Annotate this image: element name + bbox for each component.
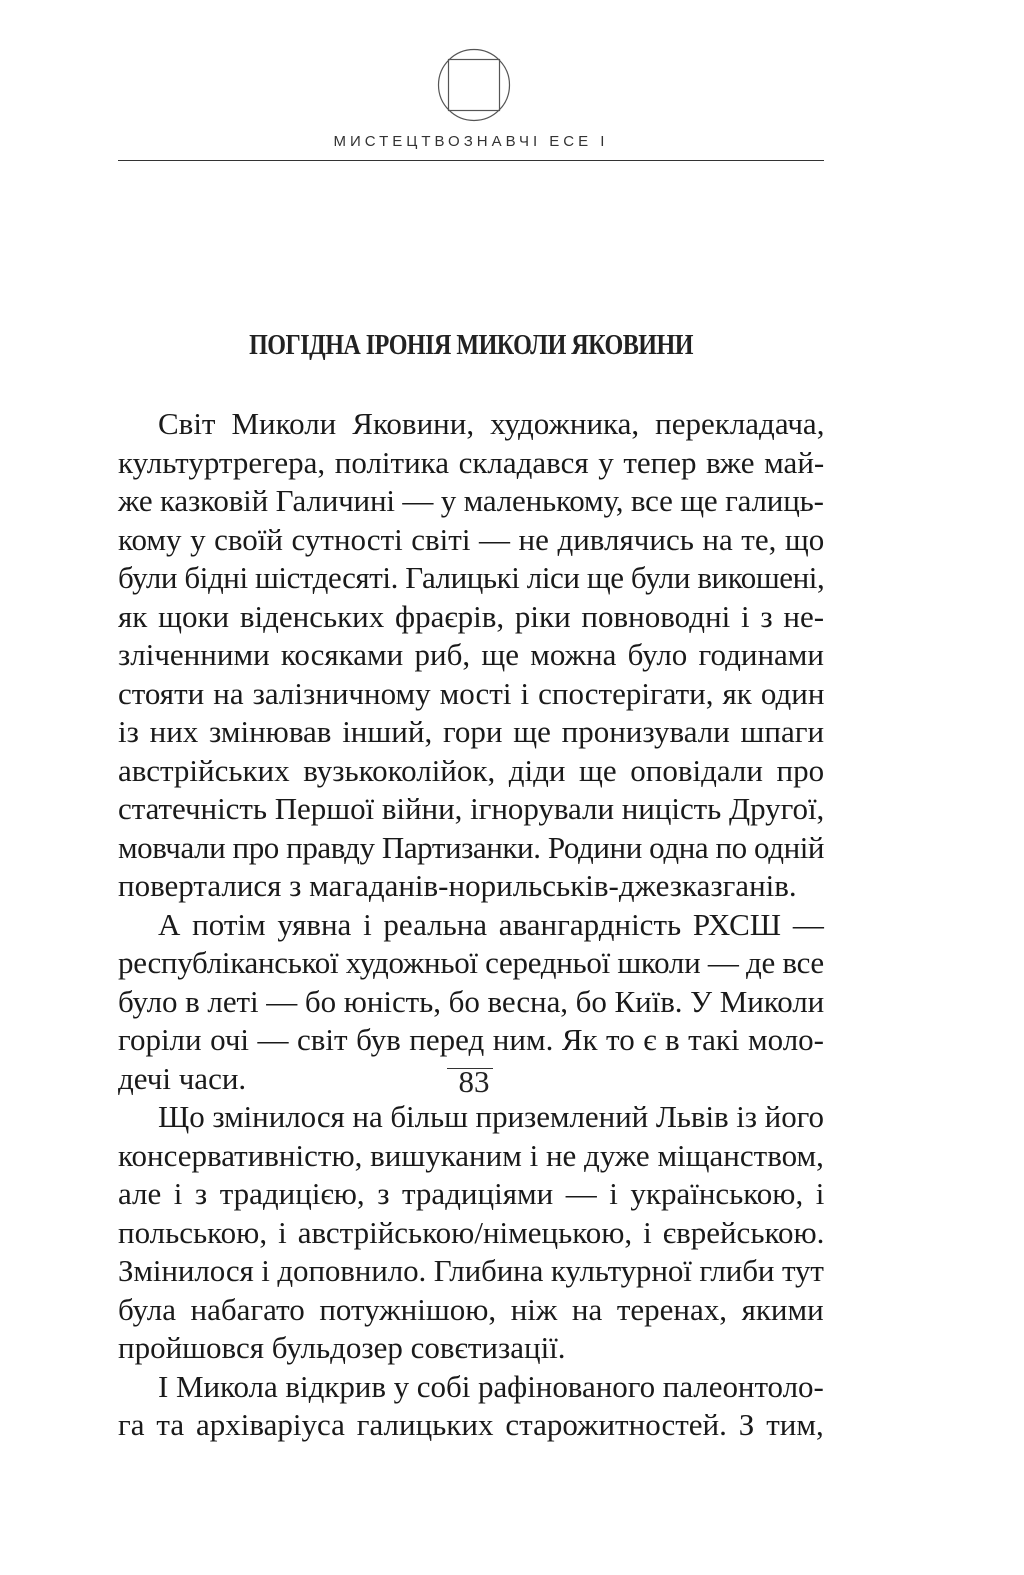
text-line: як щоки віденських фраєрів, ріки повноводні і з не-	[118, 598, 825, 634]
text-line: же казковій Галичині — у маленькому, все ще галиць-	[118, 483, 824, 518]
text-line: А потім уявна і реальна авангардність РХСШ —	[158, 906, 824, 942]
text-line: були бідні шістдесяті. Галицькі ліси ще були викошені,	[118, 560, 825, 595]
header-divider	[118, 160, 824, 161]
paragraph-3	[118, 1098, 824, 1368]
emblem-icon	[437, 48, 511, 122]
text-line: горіли очі — світ був перед ним. Як то є в такі моло-	[118, 1022, 825, 1057]
text-line: культуртрегера, політика складався у тепер вже май-	[118, 444, 825, 480]
text-line: польською, і австрійською/німецькою, і єврейською.	[118, 1214, 825, 1250]
text-line: дечі часи.	[118, 1060, 247, 1096]
text-line: Світ Миколи Яковини, художника, перекладача,	[158, 406, 825, 441]
paragraph-4	[118, 1368, 824, 1445]
text-line: стояти на залізничному мості і спостерігати, як один	[118, 675, 825, 711]
text-line: консервативністю, вишуканим і не дуже міщанством,	[118, 1137, 824, 1173]
text-line: пройшовся бульдозер совєтизації.	[118, 1330, 566, 1365]
text-line: австрійських вузькоколійок, діди ще оповідали про	[118, 752, 825, 788]
text-line: мовчали про правду Партизанки. Родини одна по одній	[118, 829, 825, 865]
text-line: було в леті — бо юність, бо весна, бо Київ. У Миколи	[118, 983, 825, 1019]
running-head: МИСТЕЦТВОЗНАВЧІ ЕСЕ І	[333, 133, 609, 150]
text-line: Змінилося і доповнило. Глибина культурної глиби тут	[118, 1253, 824, 1288]
text-line: була набагато потужнішою, ніж на теренах, якими	[118, 1291, 824, 1327]
text-line: І Микола відкрив у собі рафінованого палеонтоло-	[158, 1368, 824, 1404]
text-line: га та архіваріуса галицьких старожитностей. З тим,	[118, 1407, 824, 1442]
page-number: 83	[458, 1064, 490, 1099]
paragraph-1	[118, 405, 824, 906]
text-line: Що змінилося на більш приземлений Львів із його	[158, 1099, 824, 1134]
chapter-title: ПОГІДНА ІРОНІЯ МИКОЛИ ЯКОВИНИ	[249, 330, 693, 361]
text-line: кому у своїй сутності світі — не дивлячись на те, що	[118, 521, 825, 557]
text-line: із них змінював інший, гори ще пронизували шпаги	[118, 714, 825, 749]
text-line: республіканської художньої середньої школи — де все	[118, 945, 824, 980]
text-line: зліченними косяками риб, ще можна було годинами	[118, 637, 825, 672]
text-line: статечність Першої війни, ігнорували ницість Другої,	[118, 791, 825, 826]
body-text	[118, 405, 824, 1445]
text-line: поверталися з магаданів-норильськів-джезказганів.	[118, 868, 797, 903]
text-line: але і з традицією, з традиціями — і українською, і	[118, 1176, 825, 1211]
